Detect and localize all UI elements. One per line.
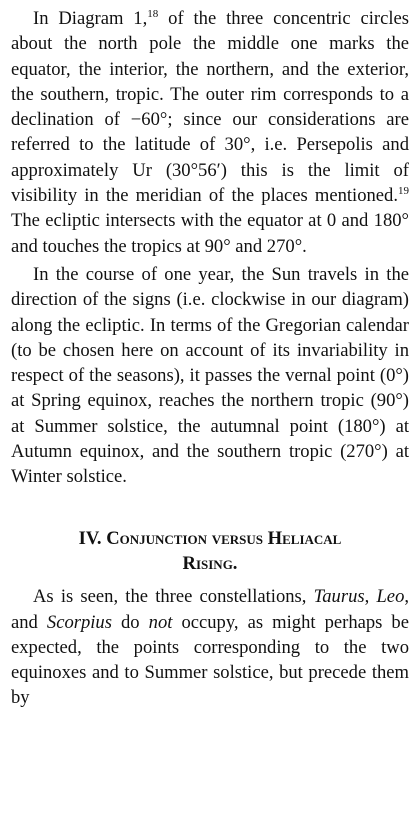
section-title-line-1: Conjunction versus Heliacal [106, 527, 342, 549]
paragraph-3-text-c: occupy, as might perhaps be expected, the points corresponding to the two equinoxes and to Summer solstice, but precede them by [11, 611, 409, 709]
paragraph-3-sep-1: , [364, 586, 377, 608]
constellation-scorpius: Scorpius [46, 611, 112, 633]
constellation-taurus: Taurus [313, 586, 365, 608]
paragraph-1-text-c: The ecliptic intersects with the equator at 0 and 180° and touches the tropics at 90° and 270°. [11, 210, 409, 257]
footnote-ref-19: 19 [398, 185, 409, 198]
paragraph-sun-course: In the course of one year, the Sun travels in the direction of the signs (i.e. clockwise in our diagram) along the ecliptic. In terms of the Gregorian calendar (to be chosen here on account of its invariability in respect of the seasons), it passes the vernal point (0°) at Spring equinox, reaches the northern tropic (90°) at Summer solstice, the autumnal point (180°) at Autumn equinox, and the southern tropic (270°) at Winter solstice. [11, 263, 409, 488]
footnote-ref-18: 18 [147, 8, 159, 20]
emphasis-not: not [148, 611, 173, 633]
paragraph-1-text-b: of the three concentric circles about the north pole the middle one marks the equator, the interior, the northern, and the exterior, the southern, tropic. The outer rim corresponds to a declination of −60°; since our considerations are referred to the latitude of 30°, i.e. Persepolis and approximately Ur (30°56′) this is the limit of visibility in the meridian of the places mentioned. [11, 8, 409, 207]
paragraph-3-sep-2: , and [11, 586, 410, 633]
section-heading [11, 526, 409, 577]
paragraph-diagram-description [11, 6, 409, 259]
section-title-line-2: Rising. [182, 552, 238, 574]
paragraph-constellations [11, 584, 409, 710]
constellation-leo: Leo [376, 586, 405, 608]
section-number: IV. [78, 527, 102, 549]
paragraph-1-text-a: In Diagram 1, [33, 8, 148, 29]
paragraph-3-text-b: do [111, 611, 149, 633]
paragraph-3-text-a: As is seen, the three constellations, [33, 586, 314, 608]
section-heading-line-1 [11, 526, 409, 551]
